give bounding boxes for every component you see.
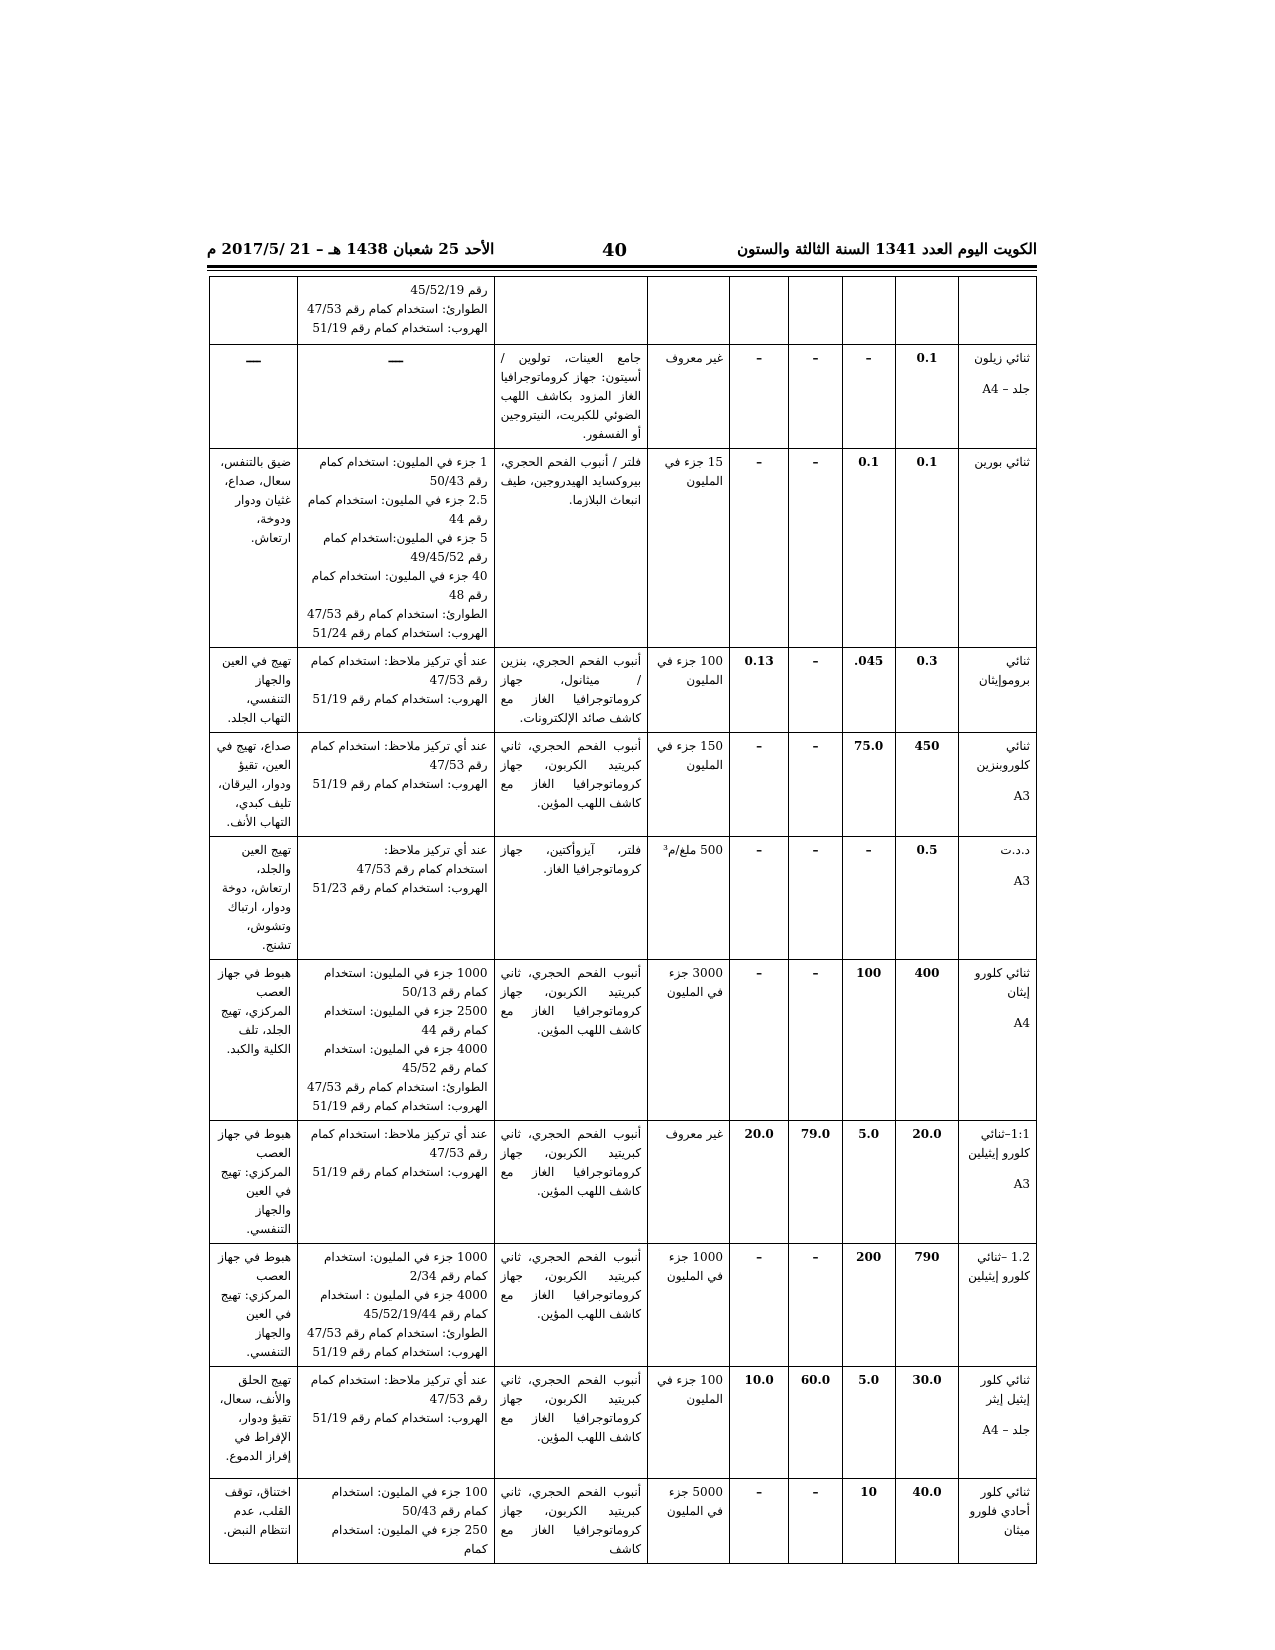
cell-sampling-method [494, 449, 648, 648]
cell-health-symptoms [210, 277, 298, 345]
cell-health-symptoms [210, 345, 298, 449]
cell-limit-4 [729, 1479, 788, 1564]
cell-limit-stel [842, 449, 895, 648]
cell-text-line: ثنائي كلوروبنزين [976, 739, 1030, 772]
cell-limit-3 [789, 1244, 842, 1367]
cell-substance-name [959, 1244, 1037, 1367]
cell-text-line: – [756, 351, 763, 365]
cell-limit-4 [729, 277, 788, 345]
cell-limit-stel [842, 1244, 895, 1367]
cell-limit-twa [895, 1244, 958, 1367]
cell-idlh-concentration [648, 960, 730, 1121]
cell-limit-4 [729, 1367, 788, 1479]
cell-limit-stel [842, 837, 895, 960]
cell-health-symptoms [210, 960, 298, 1121]
cell-text-line: هبوط في جهاز العصب المركزي: تهيج في العين والجهاز التنفسي. [218, 1127, 292, 1236]
cell-idlh-concentration [648, 449, 730, 648]
cell-sampling-method [494, 648, 648, 733]
cell-text-line: 75.0 [854, 739, 884, 753]
cell-limit-stel [842, 960, 895, 1121]
cell-limit-twa [895, 1121, 958, 1244]
cell-limit-twa [895, 837, 958, 960]
cell-respirator-standard [298, 449, 495, 648]
cell-text-line: الهروب: استخدام كمام رقم 51/19 [312, 1411, 488, 1425]
cell-text-line: 60.0 [800, 1373, 831, 1387]
cell-limit-3 [789, 837, 842, 960]
cell-limit-stel [842, 733, 895, 837]
cell-text-line: أنبوب الفحم الحجري، ثاني كبريتيد الكربون، جهاز كروماتوجرافيا الغاز مع كاشف اللهب المؤين. [500, 1127, 642, 1198]
cell-text-line: أنبوب الفحم الحجري، ثاني كبريتيد الكربون، جهاز كروماتوجرافيا الغاز مع كاشف اللهب المؤين. [500, 1250, 642, 1321]
cell-sampling-method [494, 1121, 648, 1244]
cell-substance-name [959, 1367, 1037, 1479]
cell-text-line: فلتر، آيزوأكتين، جهاز كروماتوجرافيا الغاز. [500, 843, 642, 876]
cell-text-line: غير معروف [665, 1127, 723, 1141]
cell-text-line: اختناق، توقف القلب، عدم انتظام النبض. [223, 1485, 292, 1537]
cell-idlh-concentration [648, 1121, 730, 1244]
cell-text-line: 0.3 [916, 654, 938, 668]
cell-text-line: – [812, 843, 819, 857]
cell-text-line: 1 جزء في المليون: استخدام كمام رقم 50/43 [319, 455, 488, 488]
cell-text-line: الطوارئ: استخدام كمام رقم 47/53 [307, 1326, 488, 1340]
cell-text-line: 0.5 [916, 843, 938, 857]
cell-text-line: A3 [1013, 789, 1030, 803]
cell-limit-4 [729, 1244, 788, 1367]
cell-limit-4 [729, 648, 788, 733]
cell-limit-4 [729, 449, 788, 648]
cell-sampling-method [494, 1367, 648, 1479]
cell-text-line: 4000 جزء في المليون: استخدام كمام رقم 45/52 [323, 1042, 488, 1075]
cell-text-line: الهروب: استخدام كمام رقم 51/19 [312, 692, 488, 706]
cell-text-line: – [812, 351, 819, 365]
cell-limit-twa [895, 648, 958, 733]
cell-sampling-method [494, 837, 648, 960]
cell-text-line: د.د.ت [1000, 843, 1030, 857]
cell-text-line: أنبوب الفحم الحجري، ثاني كبريتيد الكربون، جهاز كروماتوجرافيا الغاز مع كاشف اللهب المؤين. [500, 1373, 642, 1444]
cell-text-line: 0.13 [744, 654, 774, 668]
cell-limit-stel [842, 345, 895, 449]
cell-text-line: – [756, 455, 763, 469]
cell-text-line: هبوط في جهاز العصب المركزي: تهيج في العين والجهاز التنفسي. [218, 1250, 292, 1359]
table-row [210, 1367, 1037, 1479]
cell-text-line: – [812, 1485, 819, 1499]
cell-health-symptoms [210, 1121, 298, 1244]
cell-text-line: 20.0 [744, 1127, 774, 1141]
cell-text-line: عند أي تركيز ملاحظ: [383, 843, 488, 857]
cell-idlh-concentration [648, 733, 730, 837]
cell-text-line: ثنائي كلور أحادي فلورو ميثان [969, 1485, 1030, 1537]
table-row [210, 648, 1037, 733]
cell-text-line: 79.0 [800, 1127, 831, 1141]
cell-respirator-standard [298, 1121, 495, 1244]
cell-text-line: ثنائي بورين [974, 455, 1030, 469]
cell-text-line: 450 [914, 739, 940, 753]
cell-text-line: ــــ [246, 351, 261, 365]
cell-respirator-standard [298, 1479, 495, 1564]
cell-respirator-standard [298, 1367, 495, 1479]
cell-limit-3 [789, 648, 842, 733]
cell-limit-3 [789, 277, 842, 345]
table-row [210, 1244, 1037, 1367]
cell-limit-3 [789, 345, 842, 449]
cell-text-line: عند أي تركيز ملاحظ: استخدام كمام رقم 47/53 [310, 739, 488, 772]
cell-text-line: 5.0 [858, 1373, 880, 1387]
page-number: 40 [602, 240, 628, 261]
chemicals-table [209, 276, 1037, 1564]
table-body [210, 277, 1037, 1564]
cell-sampling-method [494, 1479, 648, 1564]
cell-text-line: ــــ [388, 351, 403, 365]
cell-text-line: – [812, 739, 819, 753]
cell-limit-4 [729, 1121, 788, 1244]
cell-limit-stel [842, 1121, 895, 1244]
cell-respirator-standard [298, 960, 495, 1121]
cell-text-line: – [756, 966, 763, 980]
cell-text-line: عند أي تركيز ملاحظ: استخدام كمام رقم 47/53 [310, 654, 488, 687]
cell-sampling-method [494, 733, 648, 837]
cell-idlh-concentration [648, 277, 730, 345]
cell-text-line: 5.0 [858, 1127, 880, 1141]
table-row [210, 733, 1037, 837]
cell-substance-name [959, 837, 1037, 960]
cell-respirator-standard [298, 277, 495, 345]
cell-substance-name [959, 1479, 1037, 1564]
cell-text-line: – [865, 843, 872, 857]
cell-limit-twa [895, 449, 958, 648]
page-header [207, 238, 1037, 266]
issue-date: الأحد 25 شعبان 1438 هـ – 21 /2017/5 م [207, 240, 495, 258]
cell-text-line: الهروب: استخدام كمام رقم 51/23 [312, 881, 488, 895]
table-row [210, 1121, 1037, 1244]
cell-text-line: – [756, 739, 763, 753]
cell-health-symptoms [210, 1479, 298, 1564]
cell-text-line: 100 جزء في المليون: استخدام كمام رقم 50/43 [331, 1485, 488, 1518]
cell-sampling-method [494, 345, 648, 449]
cell-health-symptoms [210, 648, 298, 733]
cell-text-line: 0.1 [916, 455, 938, 469]
cell-text-line: 10 [860, 1485, 877, 1499]
cell-limit-twa [895, 733, 958, 837]
cell-text-line: هبوط في جهاز العصب المركزي، تهيج الجلد، تلف الكلية والكبد. [218, 966, 292, 1056]
cell-text-line: – [812, 455, 819, 469]
cell-text-line: ثنائي زيلون [974, 351, 1030, 365]
cell-text-line: 250 جزء في المليون: استخدام كمام [331, 1523, 488, 1556]
cell-text-line: الهروب: استخدام كمام رقم 51/19 [312, 321, 488, 335]
cell-limit-twa [895, 960, 958, 1121]
cell-text-line: أنبوب الفحم الحجري، ثاني كبريتيد الكربون، جهاز كروماتوجرافيا الغاز مع كاشف اللهب المؤين. [500, 739, 642, 810]
cell-substance-name [959, 960, 1037, 1121]
cell-text-line: غير معروف [665, 351, 723, 365]
cell-limit-4 [729, 733, 788, 837]
cell-text-line: أنبوب الفحم الحجري، بنزين / ميثانول، جهاز كروماتوجرافيا الغاز مع كاشف صائد الإلكترونات. [500, 654, 642, 725]
cell-text-line: جامع العينات، تولوين / أسيتون: جهاز كروماتوجرافيا الغاز المزود بكاشف اللهب الضوئي للكبريت، النيتروجين أو الفسفور. [500, 351, 642, 441]
cell-text-line: صداع، تهيج في العين، تقيؤ ودوار، اليرقان، تليف كبدي، التهاب الأنف. [216, 739, 292, 829]
cell-health-symptoms [210, 733, 298, 837]
cell-text-line: 045. [854, 654, 884, 668]
cell-text-line: 3000 جزء في المليون [666, 966, 723, 999]
cell-text-line: 30.0 [912, 1373, 942, 1387]
cell-substance-name [959, 277, 1037, 345]
cell-sampling-method [494, 960, 648, 1121]
cell-text-line: الطوارئ: استخدام كمام رقم 47/53 [307, 607, 488, 621]
cell-limit-twa [895, 1479, 958, 1564]
cell-text-line: عند أي تركيز ملاحظ: استخدام كمام رقم 47/53 [310, 1127, 488, 1160]
cell-limit-3 [789, 960, 842, 1121]
cell-text-line: 1000 جزء في المليون: استخدام كمام رقم 2/34 [323, 1250, 488, 1283]
cell-text-line: 790 [914, 1250, 940, 1264]
cell-text-line: جلد – A4 [982, 1423, 1030, 1437]
cell-text-line: أنبوب الفحم الحجري، ثاني كبريتيد الكربون، جهاز كروماتوجرافيا الغاز مع كاشف [500, 1485, 642, 1556]
cell-text-line: 100 جزء في المليون [657, 654, 723, 687]
cell-idlh-concentration [648, 648, 730, 733]
cell-text-line: استخدام كمام رقم 47/53 [356, 862, 488, 876]
cell-limit-stel [842, 1367, 895, 1479]
header-rule-thin [207, 270, 1037, 271]
cell-text-line: – [812, 1250, 819, 1264]
cell-limit-4 [729, 960, 788, 1121]
cell-text-line: الهروب: استخدام كمام رقم 51/19 [312, 1099, 488, 1113]
cell-text-line: 100 [856, 966, 882, 980]
table-row [210, 960, 1037, 1121]
cell-text-line: – [812, 966, 819, 980]
cell-text-line: 2500 جزء في المليون: استخدام كمام رقم 44 [323, 1004, 488, 1037]
cell-text-line: ضيق بالتنفس، سعال، صداع، غثيان ودوار ودوخة، ارتعاش. [220, 455, 292, 545]
cell-text-line: 4000 جزء في المليون : استخدام كمام رقم 45/52/19/44 [320, 1288, 488, 1321]
cell-text-line: 1000 جزء في المليون [666, 1250, 723, 1283]
cell-text-line: الطوارئ: استخدام كمام رقم 47/53 [307, 1080, 488, 1094]
cell-substance-name [959, 733, 1037, 837]
cell-text-line: الهروب: استخدام كمام رقم 51/19 [312, 1345, 488, 1359]
cell-text-line: ثنائي بروموإيثان [978, 654, 1030, 687]
cell-text-line: 200 [856, 1250, 882, 1264]
cell-health-symptoms [210, 449, 298, 648]
cell-text-line: 1.2 –ثنائي كلورو إيثيلين [968, 1250, 1030, 1283]
cell-text-line: A3 [1013, 874, 1030, 888]
cell-text-line: رقم 45/52/19 [410, 283, 488, 297]
cell-sampling-method [494, 277, 648, 345]
cell-text-line: الهروب: استخدام كمام رقم 51/24 [312, 626, 488, 640]
cell-text-line: – [865, 351, 872, 365]
cell-text-line: 1000 جزء في المليون: استخدام كمام رقم 50/13 [323, 966, 488, 999]
cell-idlh-concentration [648, 1367, 730, 1479]
cell-text-line: ثنائي كلور إيثيل إيثر [980, 1373, 1030, 1406]
cell-substance-name [959, 1121, 1037, 1244]
cell-sampling-method [494, 1244, 648, 1367]
cell-limit-4 [729, 345, 788, 449]
table-row [210, 837, 1037, 960]
cell-text-line: 15 جزء في المليون [664, 455, 723, 488]
cell-text-line: A4 [1013, 1016, 1030, 1030]
cell-substance-name [959, 345, 1037, 449]
table-row [210, 1479, 1037, 1564]
table-row [210, 345, 1037, 449]
cell-text-line: تهيج العين والجلد، ارتعاش، دوخة ودوار، ارتباك وتشوش، تشنج. [221, 843, 292, 952]
cell-limit-stel [842, 1479, 895, 1564]
cell-text-line: الهروب: استخدام كمام رقم 51/19 [312, 1165, 488, 1179]
cell-idlh-concentration [648, 1479, 730, 1564]
cell-limit-3 [789, 1367, 842, 1479]
cell-respirator-standard [298, 733, 495, 837]
cell-idlh-concentration [648, 837, 730, 960]
cell-limit-3 [789, 1121, 842, 1244]
cell-text-line: تهيج الحلق والأنف، سعال، تقيؤ ودوار، الإفراط في إفراز الدموع. [219, 1373, 292, 1463]
cell-text-line: A3 [1013, 1177, 1030, 1191]
cell-text-line: 10.0 [744, 1373, 774, 1387]
cell-text-line: 2.5 جزء في المليون: استخدام كمام رقم 44 [307, 493, 488, 526]
cell-limit-stel [842, 277, 895, 345]
cell-text-line: 400 [914, 966, 940, 980]
cell-text-line: 0.1 [916, 351, 938, 365]
cell-text-line: – [812, 654, 819, 668]
cell-text-line: الهروب: استخدام كمام رقم 51/19 [312, 777, 488, 791]
cell-health-symptoms [210, 1367, 298, 1479]
gazette-title: الكويت اليوم العدد 1341 السنة الثالثة والستون [737, 240, 1037, 258]
cell-respirator-standard [298, 837, 495, 960]
cell-limit-3 [789, 449, 842, 648]
table-row [210, 277, 1037, 345]
cell-text-line: 150 جزء في المليون [657, 739, 723, 772]
cell-limit-3 [789, 733, 842, 837]
cell-limit-stel [842, 648, 895, 733]
cell-limit-twa [895, 1367, 958, 1479]
cell-text-line: فلتر / أنبوب الفحم الحجري، بيروكسايد الهيدروجين، طيف انبعاث البلازما. [500, 455, 642, 507]
cell-text-line: 1:1–ثنائي كلورو إيثيلين [968, 1127, 1030, 1160]
cell-text-line: – [756, 1485, 763, 1499]
cell-text-line: 100 جزء في المليون [657, 1373, 723, 1406]
cell-health-symptoms [210, 837, 298, 960]
header-rule-thick [207, 265, 1037, 268]
cell-text-line: أنبوب الفحم الحجري، ثاني كبريتيد الكربون، جهاز كروماتوجرافيا الغاز مع كاشف اللهب المؤين. [500, 966, 642, 1037]
cell-text-line: 20.0 [912, 1127, 942, 1141]
cell-text-line: – [756, 1250, 763, 1264]
cell-respirator-standard [298, 345, 495, 449]
cell-text-line: تهيج في العين والجهاز التنفسي، التهاب الجلد. [221, 654, 292, 725]
cell-text-line: عند أي تركيز ملاحظ: استخدام كمام رقم 47/53 [310, 1373, 488, 1406]
cell-substance-name [959, 648, 1037, 733]
cell-respirator-standard [298, 648, 495, 733]
cell-text-line: 5 جزء في المليون:استخدام كمام رقم 49/45/52 [323, 531, 488, 564]
cell-limit-twa [895, 345, 958, 449]
cell-text-line: جلد – A4 [982, 382, 1030, 396]
cell-limit-twa [895, 277, 958, 345]
cell-text-line: 5000 جزء في المليون [666, 1485, 723, 1518]
cell-substance-name [959, 449, 1037, 648]
cell-idlh-concentration [648, 1244, 730, 1367]
cell-text-line: الطوارئ: استخدام كمام رقم 47/53 [307, 302, 488, 316]
cell-respirator-standard [298, 1244, 495, 1367]
cell-text-line: 0.1 [858, 455, 880, 469]
cell-text-line: 40.0 [912, 1485, 942, 1499]
cell-idlh-concentration [648, 345, 730, 449]
cell-limit-4 [729, 837, 788, 960]
table-row [210, 449, 1037, 648]
cell-health-symptoms [210, 1244, 298, 1367]
cell-text-line: 500 ملغ/م³ [663, 843, 723, 857]
cell-limit-3 [789, 1479, 842, 1564]
cell-text-line: 40 جزء في المليون: استخدام كمام رقم 48 [311, 569, 488, 602]
cell-text-line: – [756, 843, 763, 857]
cell-text-line: ثنائي كلورو إيثان [974, 966, 1030, 999]
